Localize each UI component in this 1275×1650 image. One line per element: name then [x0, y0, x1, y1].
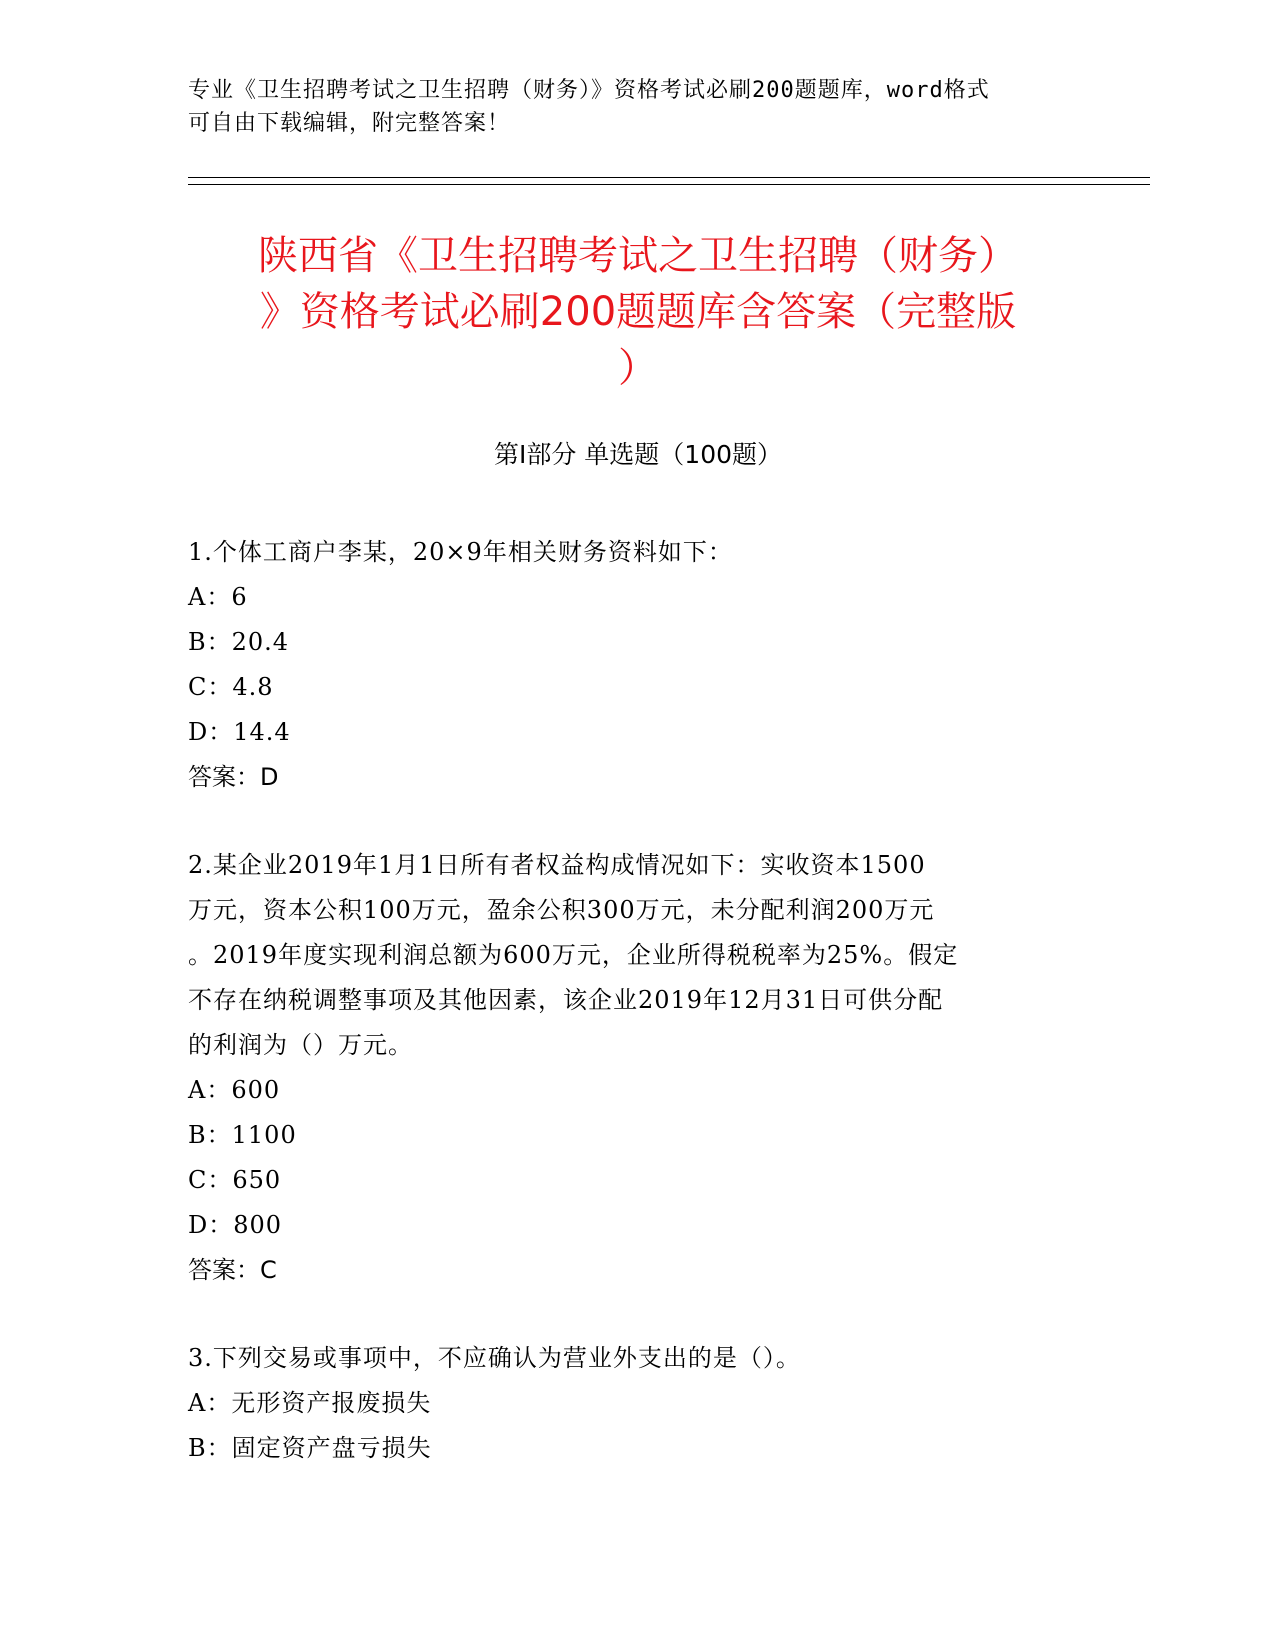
option-a: A：无形资产报废损失: [188, 1389, 432, 1417]
document-title: [188, 228, 1088, 396]
option-b: B：1100: [188, 1121, 297, 1149]
intro-line: 可自由下载编辑，附完整答案！: [188, 111, 511, 136]
question-text: 不存在纳税调整事项及其他因素，该企业2019年12月31日可供分配: [188, 986, 944, 1014]
title-line: ）: [618, 345, 658, 391]
title-line: 》资格考试必刷200题题库含答案（完整版: [259, 289, 1017, 335]
question-text: 的利润为（）万元。: [188, 1031, 413, 1059]
intro-line: 专业《卫生招聘考试之卫生招聘（财务）》资格考试必刷200题题库，word格式: [188, 78, 990, 103]
question-2: [188, 843, 1088, 1293]
question-1: [188, 530, 1088, 800]
question-text: 。2019年度实现利润总额为600万元，企业所得税税率为25%。假定: [188, 941, 959, 969]
answer: 答案：D: [188, 763, 279, 791]
question-3: [188, 1336, 1088, 1471]
option-c: C：4.8: [188, 673, 274, 701]
option-a: A：6: [188, 583, 248, 611]
title-line: 陕西省《卫生招聘考试之卫生招聘（财务）: [258, 233, 1018, 279]
question-text: 1.个体工商户李某，20×9年相关财务资料如下：: [188, 538, 733, 566]
question-text: 2.某企业2019年1月1日所有者权益构成情况如下：实收资本1500: [188, 851, 926, 879]
question-text: 万元，资本公积100万元，盈余公积300万元，未分配利润200万元: [188, 896, 935, 924]
header-divider-bottom: [188, 184, 1150, 185]
option-b: B：20.4: [188, 628, 290, 656]
question-list: [188, 530, 1088, 1514]
option-d: D：14.4: [188, 718, 291, 746]
answer: 答案：C: [188, 1256, 277, 1284]
section-title: 第Ⅰ部分 单选题（100题）: [493, 440, 783, 469]
option-b: B：固定资产盘亏损失: [188, 1434, 432, 1462]
option-a: A：600: [188, 1076, 281, 1104]
question-text: 3.下列交易或事项中，不应确认为营业外支出的是（）。: [188, 1344, 801, 1372]
document-intro: [188, 74, 1088, 140]
header-divider-top: [188, 177, 1150, 178]
option-c: C：650: [188, 1166, 282, 1194]
option-d: D：800: [188, 1211, 283, 1239]
